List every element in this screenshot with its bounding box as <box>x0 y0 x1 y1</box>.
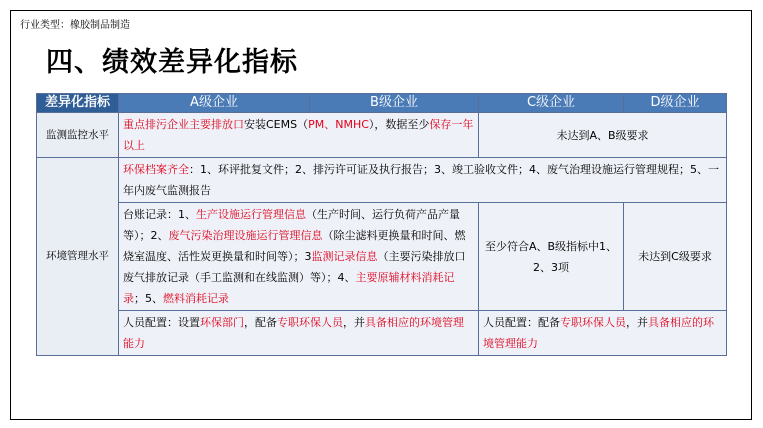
highlighted-text: 废气污染治理设施运行管理信息 <box>168 229 323 242</box>
table-row <box>37 113 727 158</box>
highlighted-text: 具备相应的环境管理能力 <box>483 316 714 350</box>
cell-text: 人员配置：配备 <box>483 316 560 329</box>
highlighted-text: 专职环保人员 <box>277 316 343 329</box>
cell-text: ，并 <box>343 316 365 329</box>
cell-text: （除尘滤料更换量和时间、燃烧室温度、活性炭更换量和时间等）；3 <box>123 229 466 263</box>
highlighted-text: 燃料消耗记录 <box>163 292 229 305</box>
table-row <box>37 311 727 356</box>
cell-text: 台账记录：1、 <box>123 208 196 221</box>
staff-ab-cell <box>119 311 479 356</box>
ledger-c-cell: 至少符合A、B级指标中1、2、3项 <box>479 203 624 311</box>
ledger-d-cell: 未达到C级要求 <box>624 203 727 311</box>
highlighted-text: 具备相应的环境管理能力 <box>123 316 464 350</box>
highlighted-text: 环保部门 <box>200 316 244 329</box>
highlighted-text: PM、NMHC <box>308 118 369 131</box>
industry-type: 行业类型：橡胶制品制造 <box>20 20 130 31</box>
highlighted-text: 环保档案齐全 <box>123 163 189 176</box>
indicator-table <box>36 93 727 356</box>
header-grade-c: C级企业 <box>479 94 624 113</box>
cell-text: 人员配置：设置 <box>123 316 200 329</box>
cell-text: （生产时间、运行负荷产品产量等）；2、 <box>123 208 460 242</box>
highlighted-text: 重点排污企业主要排放口 <box>123 118 244 131</box>
monitoring-ab-cell <box>119 113 479 158</box>
archive-cell <box>119 158 727 203</box>
cell-text: ），数据至少 <box>368 118 430 131</box>
cell-text: ；5、 <box>134 292 163 305</box>
ledger-ab-cell <box>119 203 479 311</box>
staff-cd-cell <box>479 311 727 356</box>
monitoring-cd-cell: 未达到A、B级要求 <box>479 113 727 158</box>
highlighted-text: 生产设施运行管理信息 <box>196 208 306 221</box>
cell-text: ：1、环评批复文件；2、排污许可证及执行报告；3、竣工验收文件；4、废气治理设施运行管理规程；5、一年内废气监测报告 <box>123 163 719 197</box>
highlighted-text: 专职环保人员 <box>560 316 626 329</box>
header-grade-b: B级企业 <box>310 94 479 113</box>
header-grade-a: A级企业 <box>119 94 310 113</box>
row-label-monitoring: 监测监控水平 <box>37 113 119 158</box>
highlighted-text: 监测记录信息 <box>311 250 378 263</box>
table-header-row <box>37 94 727 113</box>
cell-text: 安装CEMS（ <box>244 118 309 131</box>
table-row <box>37 158 727 203</box>
row-label-management: 环境管理水平 <box>37 158 119 356</box>
header-grade-d: D级企业 <box>624 94 727 113</box>
header-indicator: 差异化指标 <box>37 94 119 113</box>
highlighted-text: 主要原辅材料消耗记录 <box>123 271 455 305</box>
cell-text: （主要污染排放口废气排放记录（手工监测和在线监测）等）；4、 <box>123 250 466 284</box>
highlighted-text: 保存一年以上 <box>123 118 474 152</box>
page-title: 四、绩效差异化指标 <box>46 47 298 78</box>
cell-text: ，配备 <box>244 316 277 329</box>
cell-text: ，并 <box>626 316 648 329</box>
table-row <box>37 203 727 311</box>
